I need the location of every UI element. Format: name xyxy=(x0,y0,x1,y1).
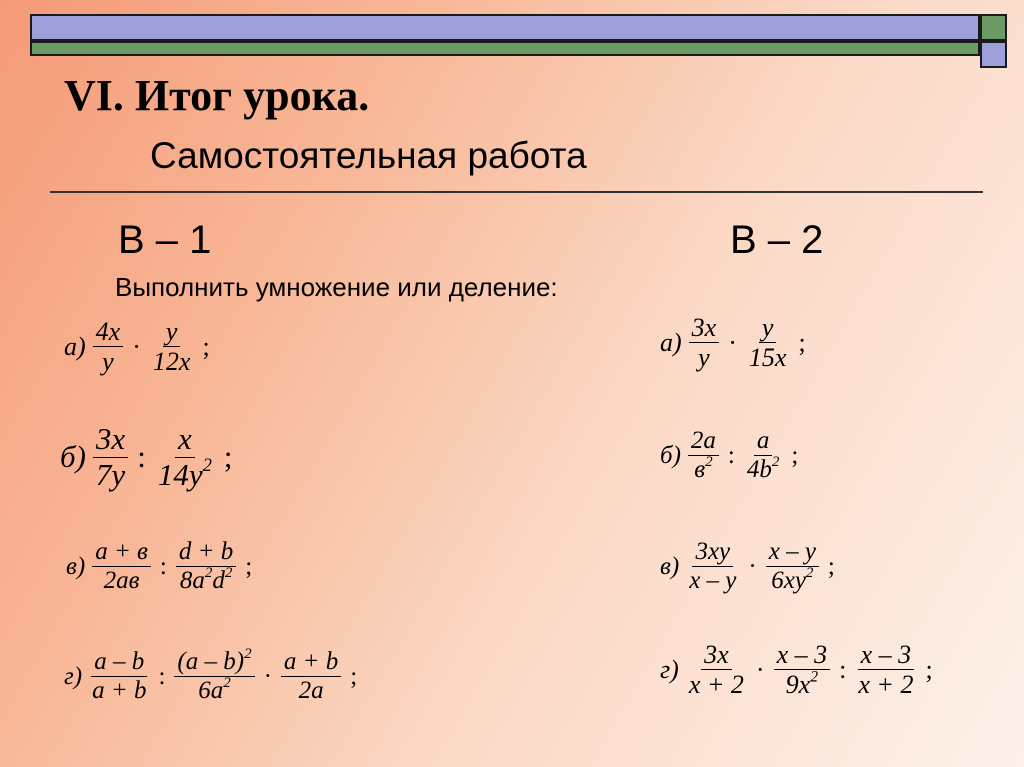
semicolon: ; xyxy=(791,441,799,469)
fraction xyxy=(93,422,128,492)
task-label: а) xyxy=(64,331,86,361)
denominator xyxy=(783,670,821,699)
numerator: 3x xyxy=(93,422,128,458)
base: 6a xyxy=(198,677,224,704)
fraction xyxy=(855,640,916,699)
base: (a – b) xyxy=(177,648,245,675)
numerator: a + b xyxy=(281,648,341,677)
fraction xyxy=(744,427,783,484)
v2-task-g xyxy=(660,640,933,699)
slide-title: VI. Итог урока. xyxy=(64,71,370,120)
header-bar-bottom xyxy=(30,41,980,56)
task-label: в) xyxy=(66,552,86,580)
numerator: 2a xyxy=(688,427,719,456)
semicolon: ; xyxy=(223,439,233,475)
task-label: б) xyxy=(660,441,681,469)
exponent: 2 xyxy=(805,564,814,581)
operator: : xyxy=(158,662,166,690)
denominator: 7y xyxy=(95,456,126,492)
operator: · xyxy=(728,327,737,357)
denominator xyxy=(195,674,234,705)
exponent: 2 xyxy=(810,668,819,686)
operator: : xyxy=(727,441,735,469)
denominator xyxy=(691,453,715,484)
operator: · xyxy=(263,662,272,690)
v1-task-a xyxy=(64,317,210,376)
denominator: 12x xyxy=(152,347,191,377)
operator: · xyxy=(748,552,757,580)
denominator: a + b xyxy=(92,677,147,704)
numerator: y xyxy=(163,317,181,347)
exponent: 2 xyxy=(204,564,213,581)
numerator: 3xy xyxy=(692,538,733,567)
header-corner-square-blue xyxy=(980,41,1007,68)
exponent: 2 xyxy=(202,454,212,476)
denominator: 15x xyxy=(748,343,787,373)
numerator: x – y xyxy=(766,538,819,567)
exponent: 2 xyxy=(223,674,231,691)
denominator: 2a xyxy=(298,677,324,704)
denominator: x – y xyxy=(689,567,737,594)
numerator: y xyxy=(759,313,777,343)
fraction xyxy=(155,422,215,492)
denominator: y xyxy=(698,343,710,373)
fraction xyxy=(176,538,236,595)
base: 4b xyxy=(746,456,772,483)
task-instruction: Выполнить умножение или деление: xyxy=(115,272,558,302)
fraction xyxy=(150,317,194,376)
variant-1-heading: В – 1 xyxy=(118,218,212,262)
base: 14y xyxy=(157,456,203,492)
fraction xyxy=(689,313,720,372)
numerator: d + b xyxy=(176,538,236,567)
semicolon: ; xyxy=(925,654,933,684)
base: d xyxy=(212,567,225,594)
v1-task-g xyxy=(64,645,358,705)
denominator xyxy=(744,453,783,484)
denominator xyxy=(155,454,215,493)
numerator: a + в xyxy=(92,538,151,567)
operator: : xyxy=(839,654,847,684)
numerator: 3x xyxy=(689,313,720,343)
task-label: г) xyxy=(660,654,679,684)
divider-line xyxy=(50,191,983,193)
v1-task-v xyxy=(66,538,252,595)
exponent: 2 xyxy=(244,645,252,662)
v2-task-v xyxy=(660,538,835,595)
denominator: x + 2 xyxy=(858,670,914,700)
operator: : xyxy=(137,439,146,475)
base: в xyxy=(694,456,706,483)
base: 6xy xyxy=(771,567,806,594)
exponent: 2 xyxy=(224,564,233,581)
exponent: 2 xyxy=(705,453,713,470)
v2-task-a xyxy=(660,313,806,372)
numerator: a xyxy=(754,427,773,456)
v2-task-b xyxy=(660,427,798,484)
task-label: г) xyxy=(64,662,83,690)
fraction xyxy=(746,313,790,372)
fraction xyxy=(281,648,341,705)
numerator: a – b xyxy=(91,648,147,677)
task-label: в) xyxy=(660,552,680,580)
fraction xyxy=(93,317,124,376)
header-bar-top xyxy=(30,14,980,41)
base: 8a xyxy=(179,567,205,594)
fraction xyxy=(686,538,739,595)
exponent: 2 xyxy=(771,453,780,470)
denominator xyxy=(177,564,236,595)
operator: : xyxy=(159,552,167,580)
numerator: x – 3 xyxy=(858,640,915,670)
denominator: x + 2 xyxy=(688,670,744,700)
semicolon: ; xyxy=(202,331,210,361)
operator: · xyxy=(132,331,141,361)
denominator: y xyxy=(102,347,114,377)
fraction xyxy=(686,640,747,699)
base: 9x xyxy=(785,670,811,700)
fraction xyxy=(766,538,819,595)
task-label: а) xyxy=(660,327,682,357)
numerator: 4x xyxy=(93,317,124,347)
denominator: 2aв xyxy=(103,567,140,594)
numerator: x xyxy=(175,422,195,458)
fraction xyxy=(89,648,149,705)
semicolon: ; xyxy=(350,662,358,690)
semicolon: ; xyxy=(827,552,835,580)
v1-task-b xyxy=(60,422,233,492)
numerator xyxy=(174,645,254,677)
fraction xyxy=(174,645,254,705)
semicolon: ; xyxy=(245,552,253,580)
fraction xyxy=(688,427,719,484)
semicolon: ; xyxy=(798,327,806,357)
numerator: x – 3 xyxy=(774,640,831,670)
task-label: б) xyxy=(60,439,86,475)
denominator xyxy=(768,564,816,595)
fraction xyxy=(92,538,151,595)
slide-subtitle: Самостоятельная работа xyxy=(150,135,587,176)
numerator: 3x xyxy=(701,640,732,670)
operator: · xyxy=(755,654,765,684)
variant-2-heading: В – 2 xyxy=(730,218,824,262)
header-corner-square-green xyxy=(980,14,1007,41)
fraction xyxy=(774,640,831,699)
